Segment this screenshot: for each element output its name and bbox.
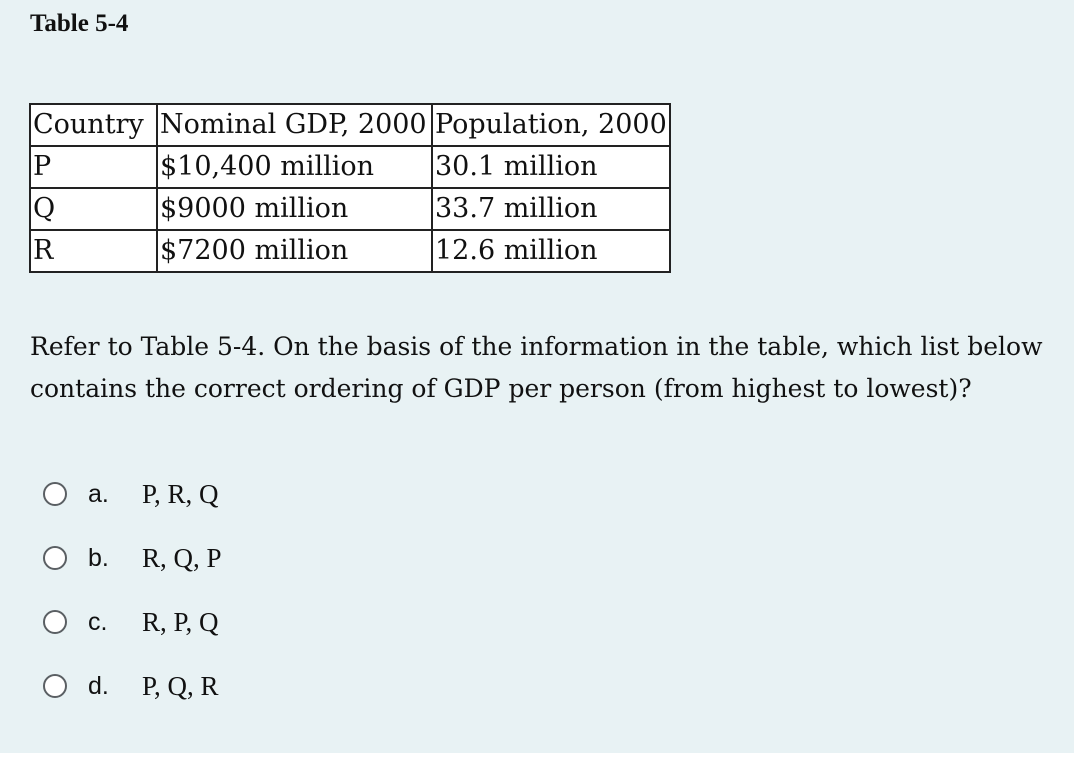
option-letter: d. — [88, 671, 109, 700]
cell-nominal-gdp: $7200 million — [157, 230, 432, 272]
radio-button-d[interactable] — [43, 674, 67, 698]
option-text: R, P, Q — [142, 606, 219, 637]
table-title: Table 5-4 — [30, 10, 129, 37]
option-letter: b. — [88, 543, 109, 572]
data-table — [29, 103, 671, 273]
cell-nominal-gdp: $10,400 million — [157, 146, 432, 188]
radio-button-b[interactable] — [43, 546, 67, 570]
table-header-row — [30, 104, 670, 146]
radio-button-a[interactable] — [43, 482, 67, 506]
answer-options — [43, 462, 222, 718]
header-country: Country — [30, 104, 157, 146]
radio-button-c[interactable] — [43, 610, 67, 634]
option-c[interactable] — [43, 590, 222, 654]
cell-nominal-gdp: $9000 million — [157, 188, 432, 230]
option-d[interactable] — [43, 654, 222, 718]
cell-population: 30.1 million — [432, 146, 670, 188]
table-row — [30, 230, 670, 272]
cell-country: R — [30, 230, 157, 272]
option-letter: c. — [88, 607, 108, 636]
header-nominal-gdp: Nominal GDP, 2000 — [157, 104, 432, 146]
cell-country: P — [30, 146, 157, 188]
option-text: P, Q, R — [142, 670, 219, 701]
question-text: Refer to Table 5-4. On the basis of the information in the table, which list below contains the correct ordering of GDP per person (from highest to lowest)? — [30, 332, 1043, 403]
cell-population: 33.7 million — [432, 188, 670, 230]
table-row — [30, 146, 670, 188]
option-a[interactable] — [43, 462, 222, 526]
cell-country: Q — [30, 188, 157, 230]
cell-population: 12.6 million — [432, 230, 670, 272]
option-b[interactable] — [43, 526, 222, 590]
table-row — [30, 188, 670, 230]
header-population: Population, 2000 — [432, 104, 670, 146]
option-text: R, Q, P — [142, 542, 222, 573]
option-letter: a. — [88, 479, 109, 508]
option-text: P, R, Q — [142, 478, 219, 509]
